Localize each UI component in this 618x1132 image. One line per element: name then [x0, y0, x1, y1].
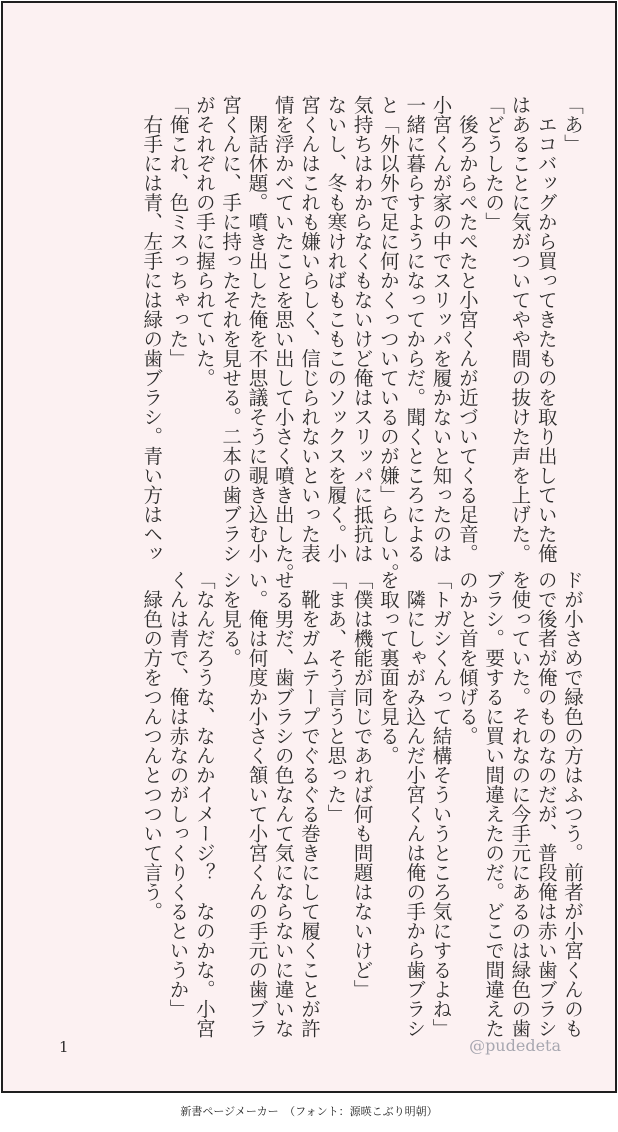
text-line: シを見る。 — [219, 570, 243, 668]
text-line: 「なんだろうな、なんかイメージ？ なのかな。小宮 — [192, 570, 216, 1038]
text-line: くんは青で、俺は赤なのがしっくりくるというか」 — [166, 570, 190, 1019]
text-line: 「僕は機能が同じであれば何も問題はないけど」 — [350, 570, 374, 999]
text-line: を取って裏面を見る。 — [376, 570, 400, 765]
text-line: せる男だ、歯ブラシの色なんて気にならないに違いな — [271, 570, 295, 1038]
book-page — [1, 1, 617, 1093]
text-line: のかと首を傾げる。 — [455, 570, 479, 746]
text-line: がそれぞれの手に握られていた。 — [192, 95, 216, 388]
text-line: ないし、冬も寒ければもこもこのソックスを履く。小 — [324, 95, 348, 563]
author-handle: @pudedeta — [469, 1036, 561, 1055]
text-line: 靴をガムテープでぐるぐる巻きにして履くことが許 — [298, 570, 322, 1038]
text-line: 後ろからぺたぺたと小宮くんが近づいてくる足音。 — [455, 95, 479, 563]
text-line: 一緒に暮らすようになってからだ。聞くところによる — [403, 95, 427, 563]
text-line: ので後者が俺のものなのだが、普段俺は赤い歯ブラシ — [534, 570, 558, 1038]
text-line: はあることに気がついてやや間の抜けた声を上げた。 — [508, 95, 532, 563]
text-line: 宮くんに、手に持ったそれを見せる。二本の歯ブラシ — [219, 95, 243, 563]
text-line: を使っていた。それなのに今手元にあるのは緑色の歯 — [508, 570, 532, 1038]
text-line: 「まあ、そう言うと思った」 — [324, 570, 348, 824]
text-line: ドが小さめで緑色の方はふつう。前者が小宮くんのも — [561, 570, 584, 1038]
text-line: 閑話休題。噴き出した俺を不思議そうに覗き込む小 — [245, 95, 269, 563]
text-line: 宮くんはこれも嫌いらしく、信じられないといった表 — [298, 95, 322, 563]
text-line: エコバッグから買ってきたものを取り出していた俺 — [534, 95, 558, 563]
text-line: 「どうしたの」 — [482, 95, 506, 232]
text-line: 「俺これ、色ミスっちゃった」 — [166, 95, 190, 368]
text-line: 「あ」 — [561, 95, 584, 154]
footer-credit: 新書ページメーカー （フォント：源暎こぶり明朝） — [180, 1105, 438, 1118]
text-line: 情を浮かべていたことを思い出して小さく噴き出した。 — [271, 95, 295, 583]
text-line: 緑色の方をつんつんとつついて言う。 — [140, 570, 164, 921]
text-line: 気持ちはわからなくもないけど俺はスリッパに抵抗は — [350, 95, 374, 563]
text-block-bottom — [65, 570, 585, 1038]
text-line: ブラシ。要するに買い間違えたのだ。どこで間違えた — [482, 570, 506, 1038]
text-block-top — [65, 95, 585, 583]
page-number: 1 — [59, 1038, 69, 1056]
text-line: 隣にしゃがみ込んだ小宮くんは俺の手から歯ブラシ — [403, 570, 427, 1038]
text-line: と「外以外で足に何かくっついているのが嫌」らしい。 — [376, 95, 400, 583]
text-line: 右手には青、左手には緑の歯ブラシ。青い方はヘッ — [140, 95, 164, 563]
text-line: い。俺は何度か小さく頷いて小宮くんの手元の歯ブラ — [245, 570, 269, 1038]
text-line: 小宮くんが家の中でスリッパを履かないと知ったのは — [429, 95, 453, 563]
text-line: 「トガシくんって結構そういうところ気にするよね」 — [429, 570, 453, 1038]
